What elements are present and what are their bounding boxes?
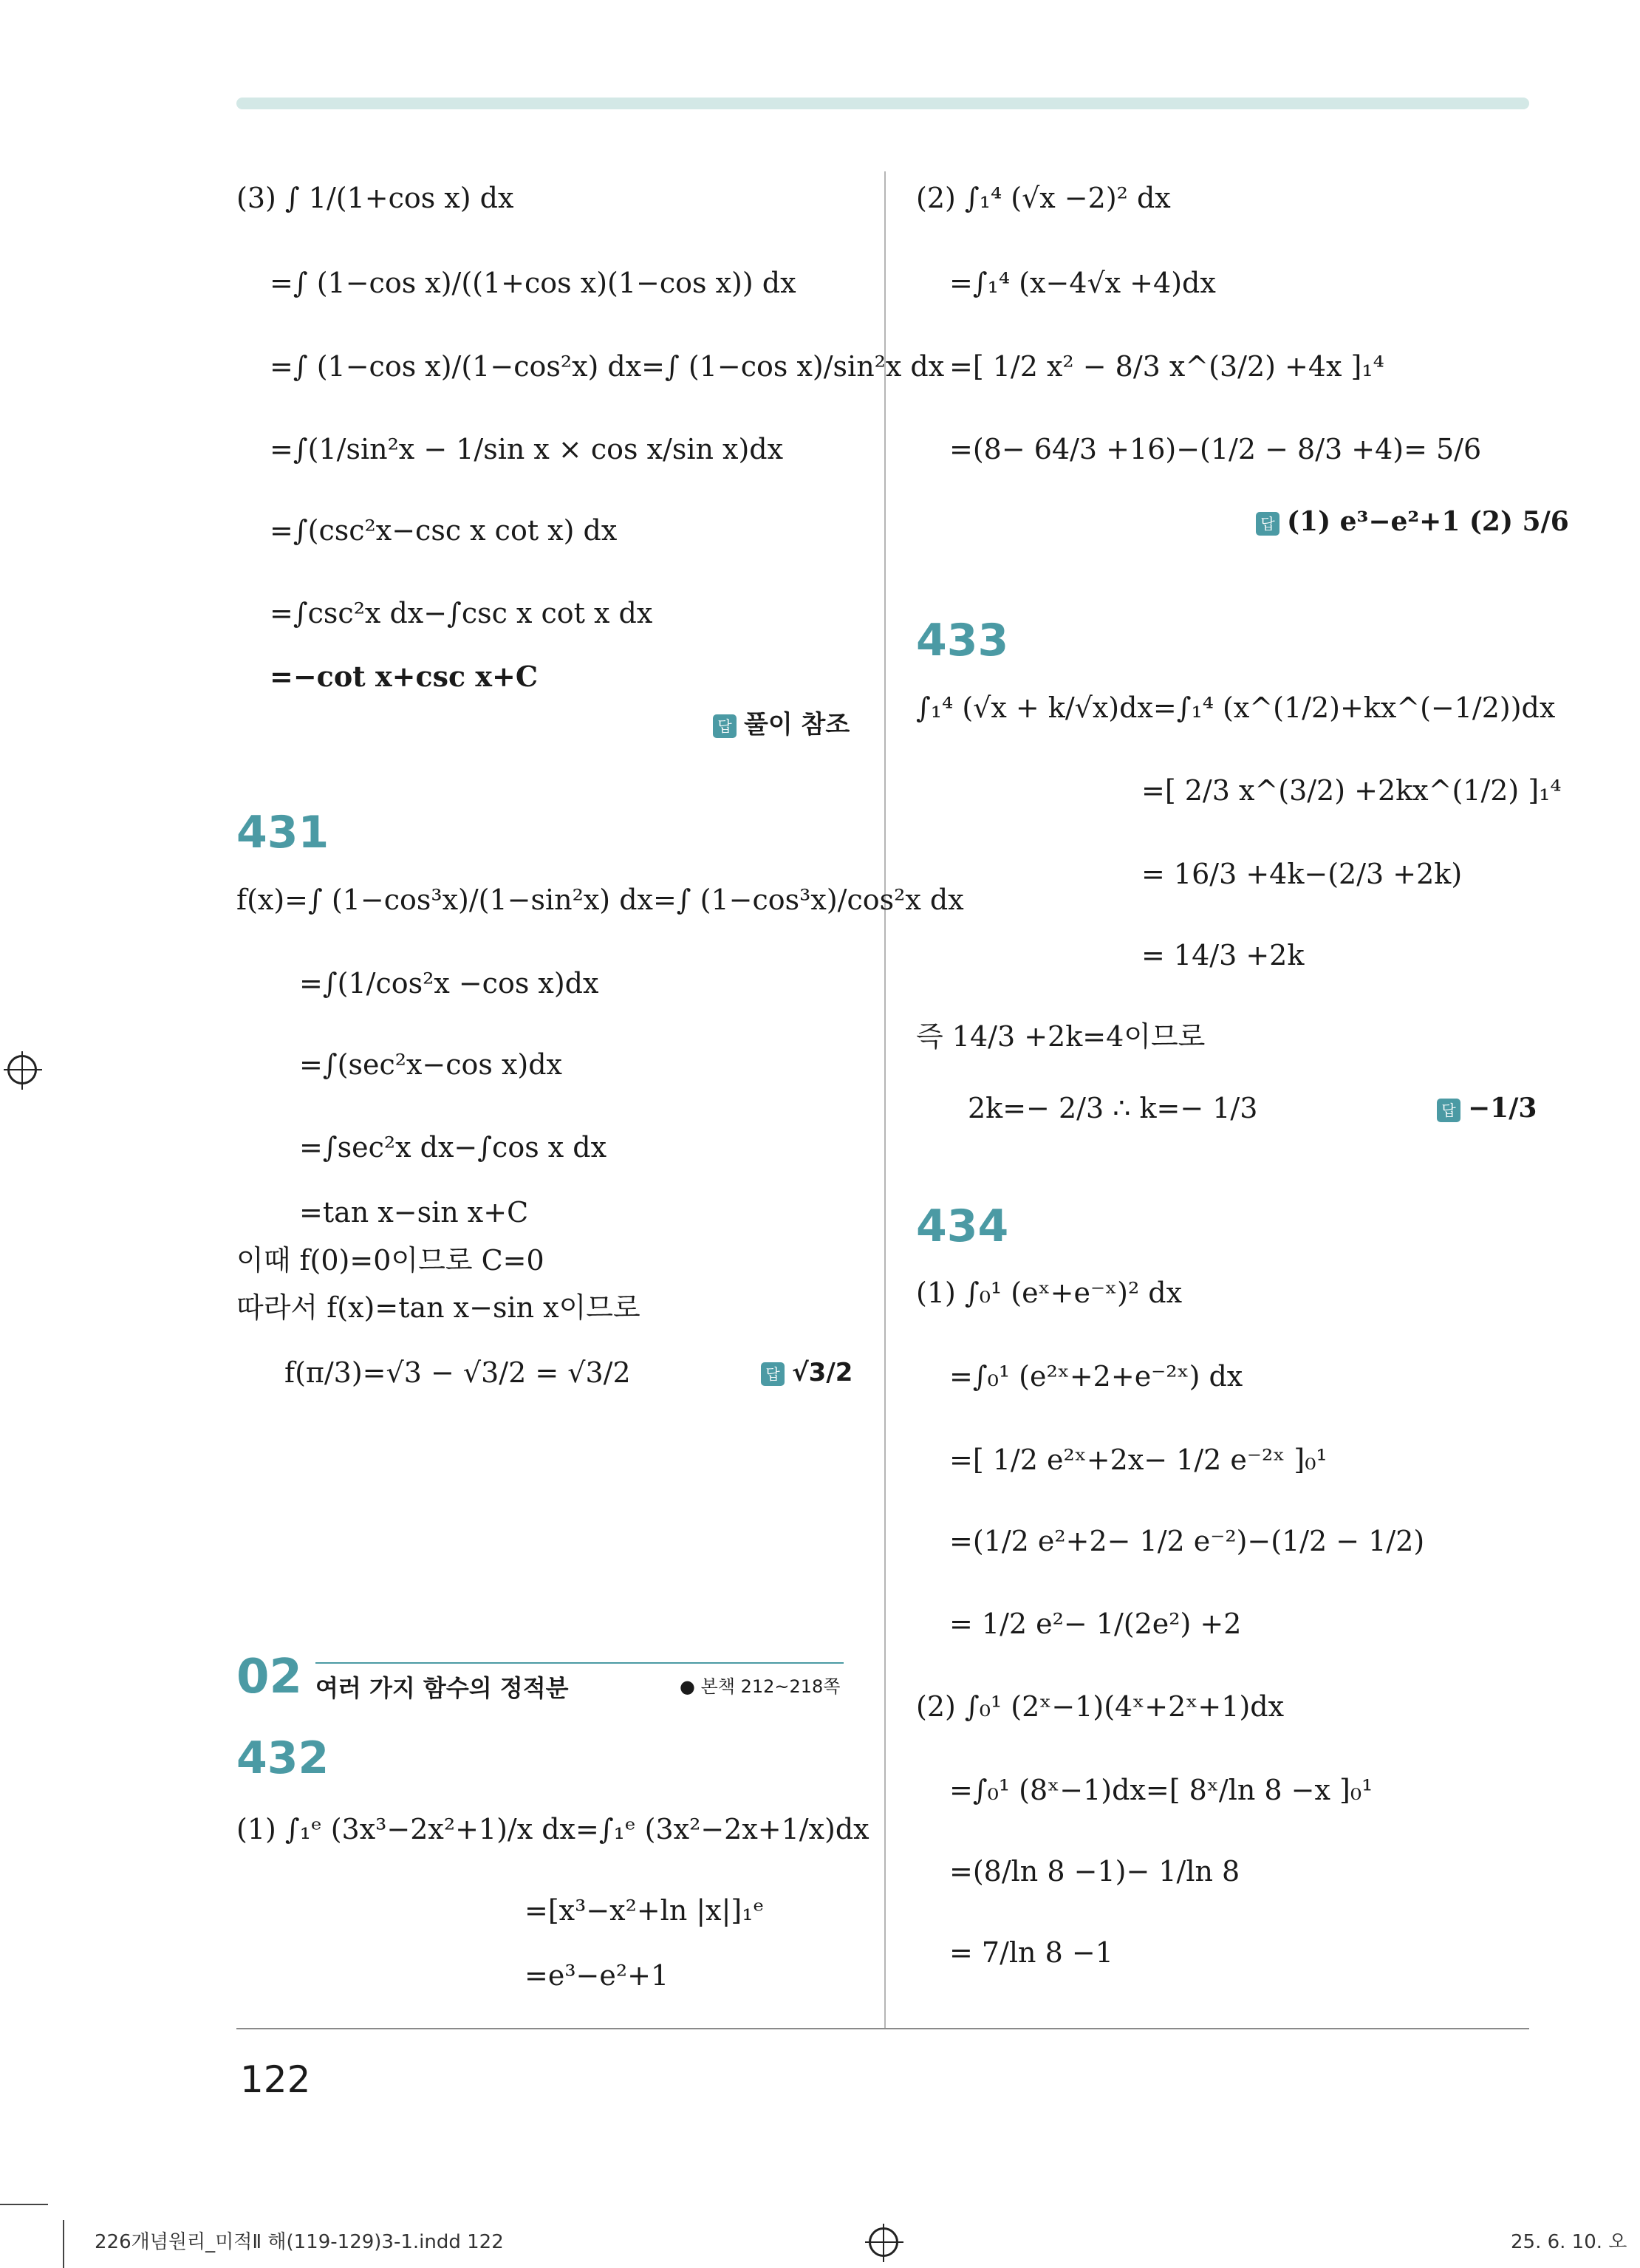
p3-line-1: (3) ∫ 1/(1+cos x) dx xyxy=(236,182,514,214)
answer-badge: 답 xyxy=(1437,1099,1460,1122)
p3-line-7: =−cot x+csc x+C xyxy=(270,660,539,693)
p3-answer-text: 풀이 참조 xyxy=(744,710,850,740)
p433-line-5: 즉 14/3 +2k=4이므로 xyxy=(916,1020,1206,1053)
problem-number-432: 432 xyxy=(236,1732,329,1784)
answer-badge: 답 xyxy=(761,1362,785,1386)
p2-answer xyxy=(1256,501,1569,543)
p2-line-3: =[ 1/2 x² − 8/3 x^(3/2) +4x ]₁⁴ xyxy=(949,350,1384,383)
p2-line-2: =∫₁⁴ (x−4√x +4)dx xyxy=(949,267,1216,299)
p2-line-1: (2) ∫₁⁴ (√x −2)² dx xyxy=(916,182,1171,214)
footer-date: 25. 6. 10. 오 xyxy=(1511,2231,1627,2253)
p434-line-3: =[ 1/2 e²ˣ+2x− 1/2 e⁻²ˣ ]₀¹ xyxy=(949,1444,1328,1476)
p3-line-6: =∫csc²x dx−∫csc x cot x dx xyxy=(270,597,653,629)
top-decorative-bar xyxy=(236,98,1529,109)
answer-badge: 답 xyxy=(1256,512,1279,536)
section-underline xyxy=(315,1662,844,1664)
p431-line-4: =∫sec²x dx−∫cos x dx xyxy=(299,1131,607,1164)
p431-line-8: f(π/3)=√3 − √3/2 = √3/2 xyxy=(284,1356,631,1389)
bottom-rule xyxy=(236,2028,1529,2029)
section-title: 여러 가지 함수의 정적분 xyxy=(315,1674,569,1702)
p433-line-4: = 14/3 +2k xyxy=(1141,939,1305,971)
p434-line-9: = 7/ln 8 −1 xyxy=(949,1936,1113,1969)
p433-line-3: = 16/3 +4k−(2/3 +2k) xyxy=(1141,858,1463,890)
p434-line-2: =∫₀¹ (e²ˣ+2+e⁻²ˣ) dx xyxy=(949,1360,1243,1393)
page-number: 122 xyxy=(240,2058,311,2101)
p2-answer-text: (1) e³−e²+1 (2) 5/6 xyxy=(1287,506,1569,537)
section-reference: ● 본책 212~218쪽 xyxy=(680,1676,841,1697)
section-number: 02 xyxy=(236,1650,303,1704)
registration-mark-icon xyxy=(869,2227,898,2257)
p431-line-7: 따라서 f(x)=tan x−sin x이므로 xyxy=(236,1291,640,1324)
footer-filename: 226개념원리_미적Ⅱ 해(119-129)3-1.indd 122 xyxy=(95,2231,504,2253)
p3-line-4: =∫(1/sin²x − 1/sin x × cos x/sin x)dx xyxy=(270,433,784,465)
p434-line-1: (1) ∫₀¹ (eˣ+e⁻ˣ)² dx xyxy=(916,1277,1183,1309)
p431-line-1: f(x)=∫ (1−cos³x)/(1−sin²x) dx=∫ (1−cos³x)/cos²x dx xyxy=(236,884,964,916)
p3-line-3: =∫ (1−cos x)/(1−cos²x) dx=∫ (1−cos x)/sin²x dx xyxy=(270,350,945,383)
p431-line-3: =∫(sec²x−cos x)dx xyxy=(299,1048,562,1081)
p3-line-2: =∫ (1−cos x)/((1+cos x)(1−cos x)) dx xyxy=(270,267,796,299)
trim-mark xyxy=(0,2204,48,2205)
p433-answer-text: −1/3 xyxy=(1468,1093,1537,1124)
problem-number-431: 431 xyxy=(236,807,329,858)
p433-line-2: =[ 2/3 x^(3/2) +2kx^(1/2) ]₁⁴ xyxy=(1141,774,1562,807)
p434-line-7: =∫₀¹ (8ˣ−1)dx=[ 8ˣ/ln 8 −x ]₀¹ xyxy=(949,1774,1373,1806)
p432-line-1: (1) ∫₁ᵉ (3x³−2x²+1)/x dx=∫₁ᵉ (3x²−2x+1/x)dx xyxy=(236,1813,869,1845)
p434-line-6: (2) ∫₀¹ (2ˣ−1)(4ˣ+2ˣ+1)dx xyxy=(916,1690,1285,1723)
p431-line-5: =tan x−sin x+C xyxy=(299,1196,529,1229)
p2-line-4: =(8− 64/3 +16)−(1/2 − 8/3 +4)= 5/6 xyxy=(949,433,1482,465)
p433-line-1: ∫₁⁴ (√x + k/√x)dx=∫₁⁴ (x^(1/2)+kx^(−1/2))dx xyxy=(916,691,1556,724)
problem-number-434: 434 xyxy=(916,1200,1009,1252)
answer-badge: 답 xyxy=(713,714,737,738)
registration-mark-icon xyxy=(7,1055,37,1085)
p433-line-6: 2k=− 2/3 ∴ k=− 1/3 xyxy=(968,1092,1258,1124)
p431-line-6: 이때 f(0)=0이므로 C=0 xyxy=(236,1244,544,1277)
p431-line-2: =∫(1/cos²x −cos x)dx xyxy=(299,967,599,1000)
problem-number-433: 433 xyxy=(916,615,1009,666)
p432-line-2: =[x³−x²+ln |x|]₁ᵉ xyxy=(525,1894,765,1927)
column-divider xyxy=(884,171,886,2029)
p3-line-5: =∫(csc²x−csc x cot x) dx xyxy=(270,514,618,547)
p432-line-3: =e³−e²+1 xyxy=(525,1959,669,1992)
trim-mark xyxy=(63,2220,64,2268)
p431-answer xyxy=(761,1352,853,1393)
p431-answer-text: √3/2 xyxy=(792,1358,853,1387)
p3-answer xyxy=(713,704,850,745)
p433-answer xyxy=(1437,1087,1537,1130)
p434-line-8: =(8/ln 8 −1)− 1/ln 8 xyxy=(949,1855,1240,1888)
p434-line-5: = 1/2 e²− 1/(2e²) +2 xyxy=(949,1608,1242,1640)
p434-line-4: =(1/2 e²+2− 1/2 e⁻²)−(1/2 − 1/2) xyxy=(949,1525,1425,1557)
